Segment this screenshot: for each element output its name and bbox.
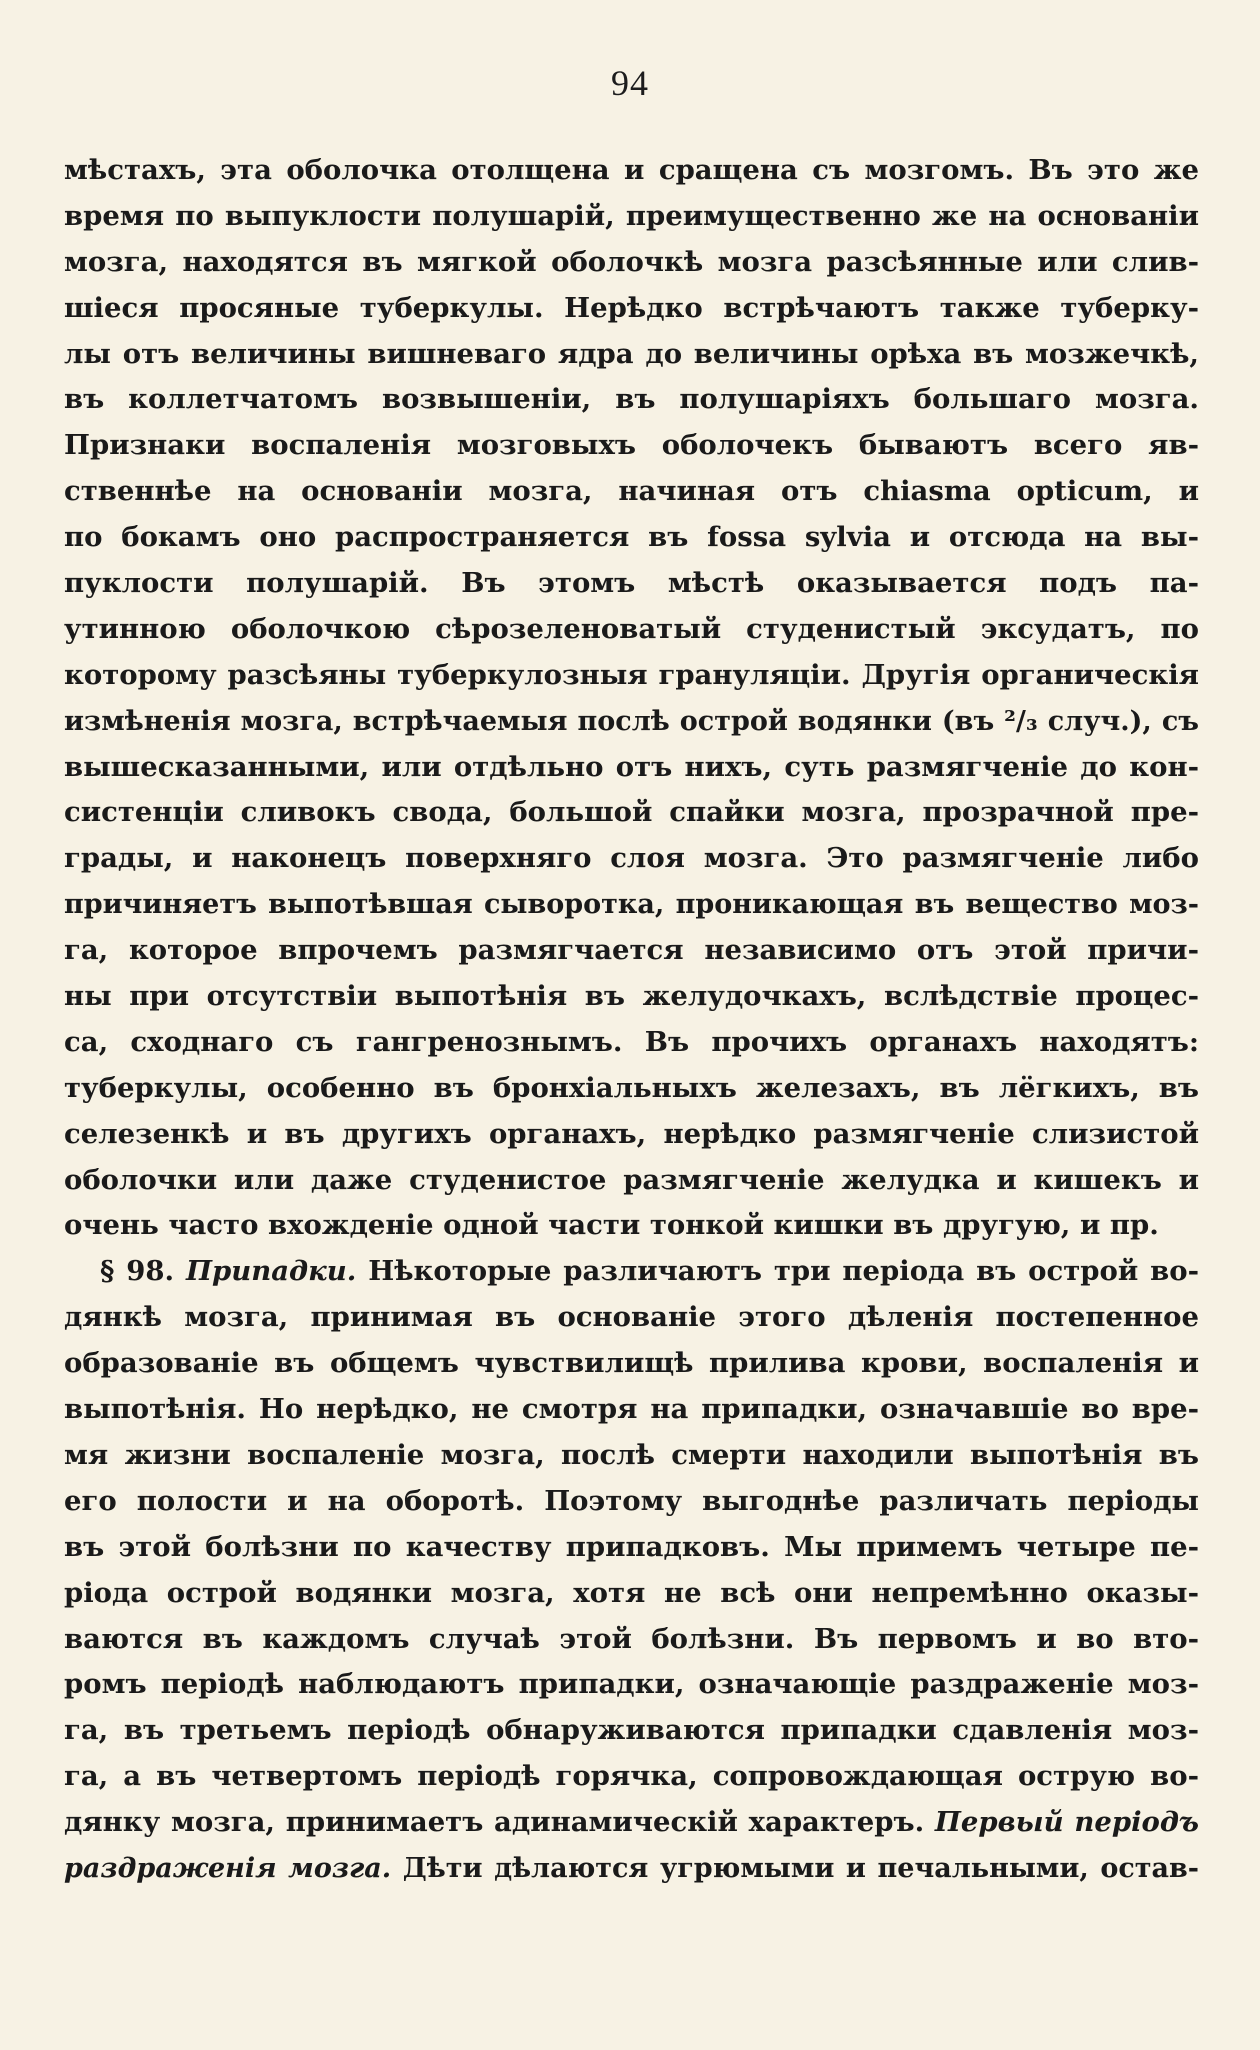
- text-line: измѣненія мозга, встрѣчаемыя послѣ острой водянки (въ ²/₃ случ.), съ: [64, 705, 1199, 737]
- section-number: § 98.: [100, 1255, 175, 1288]
- text-line: которому разсѣяны туберкулозныя грануляціи. Другія органическія: [64, 658, 1199, 691]
- section-heading-line: [64, 1249, 1199, 1295]
- text-line: образованіе въ общемъ чувствилищѣ прилива крови, воспаленія и: [64, 1347, 1199, 1380]
- text-line: га, а въ четвертомъ періодѣ горячка, сопровождающая острую во-: [64, 1760, 1199, 1793]
- text-line: лы отъ величины вишневаго ядра до величины орѣха въ мозжечкѣ,: [64, 337, 1199, 370]
- text-line: ромъ періодѣ наблюдаютъ припадки, означающіе раздраженіе моз-: [64, 1668, 1199, 1701]
- text-line: его полости и на оборотѣ. Поэтому выгоднѣе различать періоды: [64, 1484, 1199, 1517]
- text-line: мя жизни воспаленіе мозга, послѣ смерти находили выпотѣнія въ: [64, 1438, 1199, 1471]
- text-line: шіеся просяные туберкулы. Нерѣдко встрѣчаютъ также туберку-: [64, 291, 1199, 324]
- period-heading-line: [64, 1800, 1199, 1846]
- period-heading-line: [64, 1846, 1199, 1892]
- text-line: мозга, находятся въ мягкой оболочкѣ мозга разсѣянные или слив-: [64, 245, 1199, 278]
- text-line: Признаки воспаленія мозговыхъ оболочекъ бываютъ всего яв-: [64, 429, 1199, 462]
- period-heading-part1: Первый періодъ: [934, 1806, 1199, 1839]
- text-line: пуклости полушарій. Въ этомъ мѣстѣ оказывается подъ па-: [64, 567, 1199, 600]
- text-line: туберкулы, особенно въ бронхіальныхъ железахъ, въ лёгкихъ, въ: [64, 1071, 1199, 1104]
- text-line: ственнѣе на основаніи мозга, начиная отъ chiasma opticum, и: [64, 475, 1199, 508]
- text-line: очень часто вхожденіе одной части тонкой кишки въ другую, и пр.: [64, 1209, 1159, 1242]
- text-line: въ коллетчатомъ возвышеніи, въ полушаріяхъ большаго мозга.: [64, 383, 1199, 416]
- text-line: вышесказанными, или отдѣльно отъ нихъ, суть размягченіе до кон-: [64, 750, 1199, 783]
- text-line: грады, и наконецъ поверхняго слоя мозга. Это размягченіе либо: [64, 842, 1199, 875]
- period-heading-part2: раздраженія мозга.: [64, 1852, 392, 1884]
- text-line: причиняетъ выпотѣвшая сыворотка, проникающая въ вещество моз-: [64, 889, 1199, 921]
- text-line: га, въ третьемъ періодѣ обнаруживаются припадки сдавленія моз-: [64, 1714, 1199, 1747]
- text-line: оболочки или даже студенистое размягченіе желудка и кишекъ и: [64, 1163, 1199, 1196]
- text-line: ріода острой водянки мозга, хотя не всѣ они непремѣнно оказы-: [64, 1576, 1199, 1609]
- page-number: 94: [611, 63, 649, 103]
- text-line: мѣстахъ, эта оболочка отолщена и сращена съ мозгомъ. Въ это же: [64, 154, 1199, 186]
- text-line: выпотѣнія. Но нерѣдко, не смотря на припадки, означавшіе во вре-: [64, 1393, 1199, 1426]
- text-line: дянкѣ мозга, принимая въ основаніе этого дѣленія постепенное: [64, 1301, 1199, 1334]
- text-line: утинною оболочкою сѣрозеленоватый студенистый эксудатъ, по: [64, 612, 1199, 645]
- section-title: Припадки.: [186, 1255, 357, 1288]
- body-text: [64, 148, 1199, 1892]
- text-line: систенціи сливокъ свода, большой спайки мозга, прозрачной пре-: [64, 796, 1199, 829]
- text-line: ваются въ каждомъ случаѣ этой болѣзни. Въ первомъ и во вто-: [64, 1622, 1199, 1655]
- text-line: ны при отсутствіи выпотѣнія въ желудочкахъ, вслѣдствіе процес-: [64, 980, 1199, 1013]
- text-line: по бокамъ оно распространяется въ fossa sylvia и отсюда на вы-: [64, 521, 1199, 554]
- text-line: Нѣкоторые различаютъ три періода въ острой во-: [368, 1255, 1199, 1288]
- text-line: селезенкѣ и въ другихъ органахъ, нерѣдко размягченіе слизистой: [64, 1117, 1199, 1150]
- text-line: са, сходнаго съ гангренознымъ. Въ прочихъ органахъ находятъ:: [64, 1025, 1199, 1058]
- text-line: га, которое впрочемъ размягчается независимо отъ этой причи-: [64, 934, 1199, 967]
- text-line: время по выпуклости полушарій, преимущественно же на основаніи: [64, 199, 1199, 232]
- text-line: дянку мозга, принимаетъ адинамическій характеръ.: [64, 1806, 925, 1839]
- text-line: Дѣти дѣлаются угрюмыми и печальными, остав-: [402, 1852, 1199, 1884]
- text-line: въ этой болѣзни по качеству припадковъ. Мы примемъ четыре пе-: [64, 1530, 1199, 1563]
